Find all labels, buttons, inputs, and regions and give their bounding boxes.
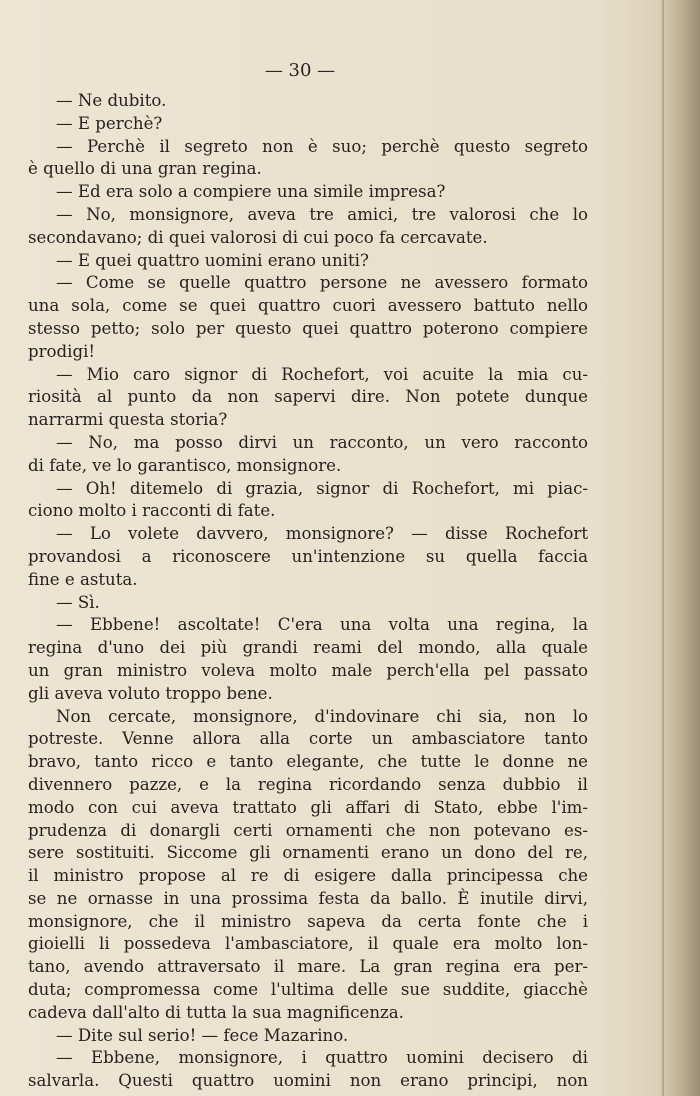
text-line: duta; compromessa come l'ultima delle sue suddite, giacchè	[28, 980, 588, 1000]
text-line: — Ne dubito.	[56, 91, 167, 110]
spine-shadow	[658, 0, 700, 1096]
text-line: — Lo volete davvero, monsignore? — disse Rochefort	[56, 524, 588, 544]
text-line: cadeva dall'alto di tutta la sua magnificenza.	[28, 1002, 404, 1022]
text-line: — No, monsignore, aveva tre amici, tre valorosi che lo	[56, 204, 588, 224]
text-line: ciono molto i racconti di fate.	[28, 501, 276, 521]
text-line: salvarla. Questi quattro uomini non erano principi, non	[28, 1071, 588, 1091]
text-line: — Ed era solo a compiere una simile impresa?	[56, 182, 446, 202]
page-text	[28, 90, 588, 1093]
text-line: un gran ministro voleva molto male perch'ella pel passato	[28, 660, 588, 680]
text-line: fine e astuta.	[28, 569, 138, 589]
text-line: — Mio caro signor di Rochefort, voi acuite la mia cu-	[56, 364, 588, 384]
text-line: divennero pazze, e la regina ricordando senza dubbio il	[28, 774, 588, 794]
text-line: il ministro propose al re di esigere dalla principessa che	[28, 866, 588, 886]
text-line: — E perchè?	[56, 113, 163, 133]
text-line: gli aveva voluto troppo bene.	[28, 683, 273, 703]
text-line: — Come se quelle quattro persone ne avessero formato	[56, 273, 588, 293]
text-line: una sola, come se quei quattro cuori avessero battuto nello	[28, 296, 588, 316]
text-line: gioielli li possedeva l'ambasciatore, il quale era molto lon-	[28, 934, 588, 954]
text-line: prodigi!	[28, 341, 96, 361]
text-line: se ne ornasse in una prossima festa da ballo. È inutile dirvi,	[28, 888, 588, 908]
text-line: sere sostituiti. Siccome gli ornamenti erano un dono del re,	[28, 843, 588, 863]
text-line: tano, avendo attraversato il mare. La gran regina era per-	[28, 957, 588, 977]
text-line: stesso petto; solo per questo quei quattro poterono compiere	[28, 318, 588, 338]
text-line: secondavano; di quei valorosi di cui poco fa cercavate.	[28, 227, 488, 247]
text-line: bravo, tanto ricco e tanto elegante, che tutte le donne ne	[28, 752, 588, 772]
text-line: prudenza di donargli certi ornamenti che non potevano es-	[28, 820, 588, 840]
text-line: narrarmi questa storia?	[28, 410, 228, 430]
text-line: regina d'uno dei più grandi reami del mondo, alla quale	[28, 638, 588, 658]
text-line: — No, ma posso dirvi un racconto, un vero racconto	[56, 432, 588, 452]
text-line: è quello di una gran regina.	[28, 159, 262, 179]
text-line: provandosi a riconoscere un'intenzione su quella faccia	[28, 546, 588, 566]
text-line: — E quei quattro uomini erano uniti?	[56, 250, 369, 270]
page-number: — 30 —	[264, 60, 336, 81]
text-line: potreste. Venne allora alla corte un ambasciatore tanto	[28, 729, 588, 749]
text-line: monsignore, che il ministro sapeva da certa fonte che i	[28, 911, 588, 931]
text-line: modo con cui aveva trattato gli affari di Stato, ebbe l'im-	[28, 797, 588, 817]
text-line: riosità al punto da non sapervi dire. Non potete dunque	[28, 387, 588, 407]
text-line: — Perchè il segreto non è suo; perchè questo segreto	[56, 136, 588, 156]
text-line: — Dite sul serio! — fece Mazarino.	[56, 1025, 349, 1045]
text-line: — Oh! ditemelo di grazia, signor di Rochefort, mi piac-	[56, 478, 588, 498]
text-line: Non cercate, monsignore, d'indovinare chi sia, non lo	[56, 706, 588, 726]
text-line: — Ebbene, monsignore, i quattro uomini decisero di	[56, 1048, 588, 1068]
text-line: — Sì.	[56, 592, 100, 612]
text-line: di fate, ve lo garantisco, monsignore.	[28, 455, 342, 475]
text-line: — Ebbene! ascoltate! C'era una volta una regina, la	[56, 615, 588, 635]
